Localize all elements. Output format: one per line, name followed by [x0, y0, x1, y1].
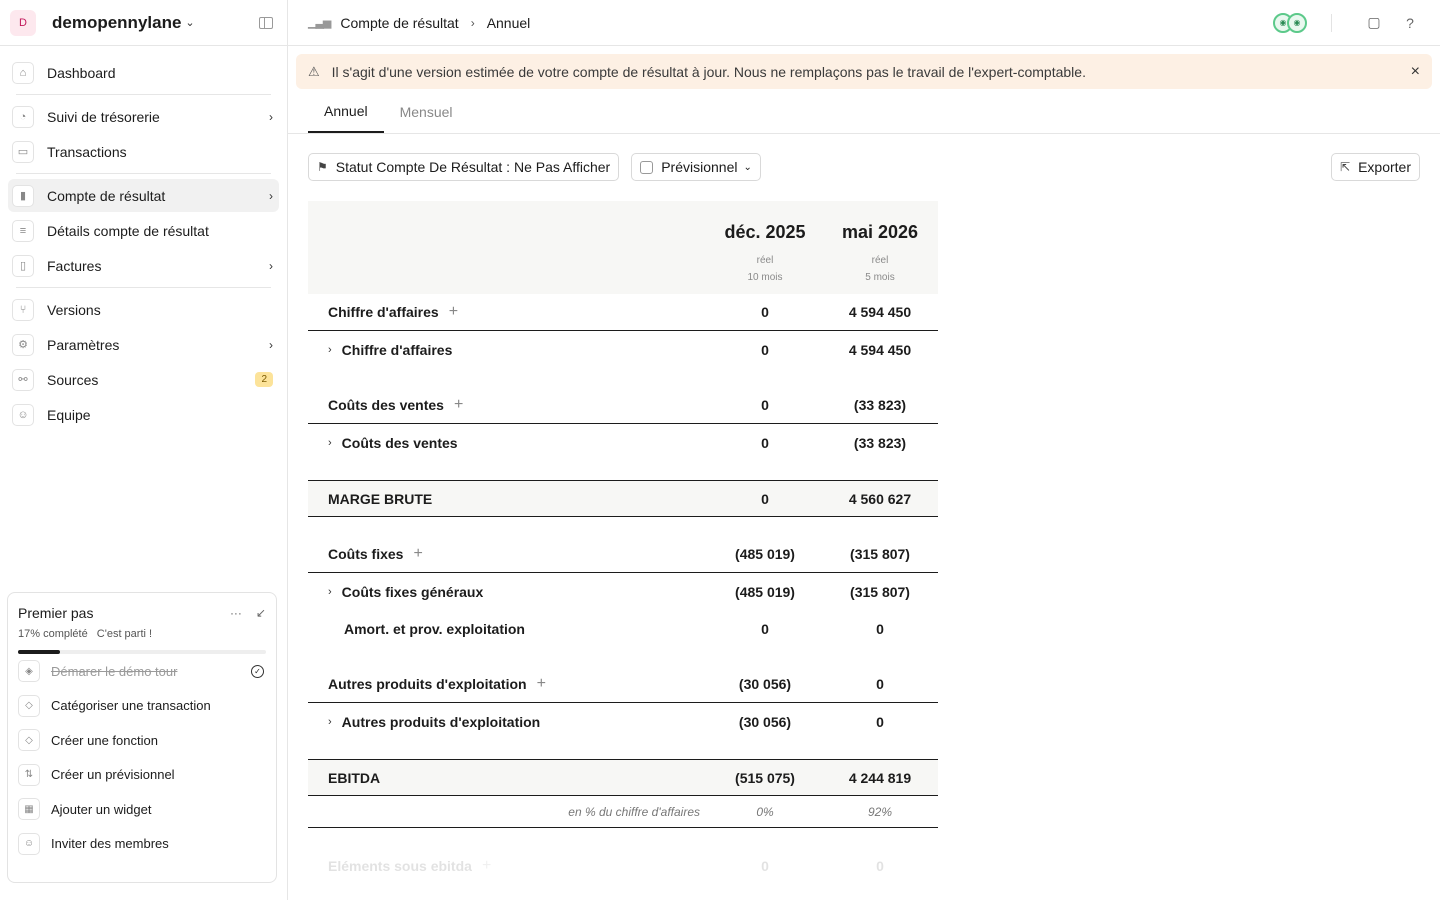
row-label: Eléments sous ebitda [328, 857, 472, 874]
workspace-name: demopennylane [52, 12, 182, 32]
row-label: Coûts fixes [328, 546, 404, 562]
row-label: MARGE BRUTE [328, 490, 433, 507]
chevron-right-icon[interactable]: › [328, 715, 332, 728]
comment-icon[interactable]: ▢ [1367, 14, 1381, 30]
income-statement-table [308, 201, 938, 884]
topbar [288, 0, 1440, 46]
sidebar-item-label: Equipe [47, 406, 91, 423]
forecast-label: Prévisionnel [661, 159, 738, 175]
banner-text: Il s'agit d'une version estimée de votre compte de résultat à jour. Nous ne remplaçons pas le travail de l'expert-comptable. [331, 63, 1086, 80]
status-filter-button[interactable] [308, 153, 619, 181]
card-icon: ▭ [12, 141, 34, 163]
sidebar-item-treasury[interactable] [8, 100, 279, 133]
percent-row [308, 796, 938, 828]
cell-value: 4 244 819 [848, 769, 912, 786]
plus-icon[interactable]: + [453, 396, 464, 413]
cell-value: 0 [761, 857, 769, 874]
step-create-forecast[interactable] [18, 758, 266, 793]
plus-icon[interactable]: + [448, 303, 459, 320]
cell-value: 0 [761, 434, 769, 451]
cell-value: 0 [876, 713, 884, 730]
breadcrumb-page: Annuel [486, 14, 531, 31]
cell-value: (315 807) [850, 546, 910, 562]
sidebar-item-sources[interactable] [8, 363, 279, 396]
cell-value: (33 823) [853, 434, 907, 451]
step-demo-tour[interactable] [18, 654, 266, 689]
chevron-right-icon[interactable]: › [328, 585, 332, 598]
sidebar-item-label: Sources [47, 371, 99, 388]
column-duration: 10 mois [747, 272, 783, 283]
breadcrumb-section[interactable]: Compte de résultat [340, 14, 459, 31]
sidebar-item-income-statement[interactable] [8, 179, 279, 212]
forecast-icon: ⇅ [18, 764, 40, 786]
cell-value: 4 594 450 [848, 304, 912, 320]
divider [16, 287, 271, 288]
table-row[interactable] [308, 294, 938, 331]
cell-value: 0 [761, 397, 769, 413]
column-period: déc. 2025 [724, 222, 806, 242]
sidebar-item-dashboard[interactable] [8, 56, 279, 89]
sidebar-nav [0, 46, 287, 441]
row-label: en % du chiffre d'affaires [568, 804, 700, 819]
treasury-icon: ◔ [12, 106, 34, 128]
row-label: EBITDA [328, 769, 381, 786]
plus-icon[interactable]: + [413, 545, 423, 562]
cell-value: (315 807) [850, 583, 910, 600]
table-row[interactable] [308, 610, 938, 647]
chevron-right-icon: › [269, 258, 273, 273]
progress-text: 17% complété [18, 628, 88, 640]
sidebar-item-transactions[interactable] [8, 135, 279, 168]
row-label: Coûts des ventes [341, 434, 458, 451]
row-label: Autres produits d'exploitation [341, 713, 541, 730]
plug-icon: ⚯ [12, 369, 34, 391]
plus-icon[interactable]: + [536, 675, 546, 692]
cell-value: 0 [876, 857, 884, 874]
cell-value: 0% [756, 804, 774, 819]
flag-icon: ⚑ [317, 160, 328, 174]
info-banner [296, 54, 1432, 89]
tab-monthly[interactable]: Mensuel [399, 103, 453, 120]
forecast-checkbox[interactable] [640, 161, 653, 174]
plus-icon[interactable]: + [481, 856, 492, 874]
table-row[interactable] [308, 387, 938, 424]
row-label: Autres produits d'exploitation [328, 676, 527, 692]
row-label: Coûts des ventes [328, 397, 444, 413]
step-label: Créer un prévisionnel [51, 767, 175, 783]
divider [16, 94, 271, 95]
cell-value: 0 [876, 620, 884, 637]
collaborators[interactable] [1273, 13, 1307, 33]
status-filter-label: Statut Compte De Résultat : Ne Pas Afficher [335, 159, 611, 175]
export-icon: ⇱ [1340, 160, 1351, 174]
chevron-down-icon: ⌄ [743, 161, 752, 173]
row-label: Chiffre d'affaires [341, 341, 453, 358]
column-type: réel [756, 255, 774, 266]
badge-icon: ◈ [18, 660, 40, 682]
sidebar-item-invoices[interactable] [8, 249, 279, 282]
more-icon[interactable]: ··· [229, 606, 242, 620]
tags-icon: ◇ [18, 729, 40, 751]
workspace-switcher[interactable] [0, 0, 287, 46]
step-label: Créer une fonction [51, 732, 158, 748]
sidebar-item-label: Paramètres [47, 336, 120, 353]
cell-value: 4 594 450 [848, 341, 912, 358]
table-row[interactable] [308, 536, 938, 573]
sidebar-item-label: Détails compte de résultat [47, 222, 209, 239]
step-label: Démarer le démo tour [51, 663, 178, 679]
bar-chart-icon: ▮ [12, 185, 34, 207]
step-label: Catégoriser une transaction [51, 698, 211, 714]
chevron-right-icon: › [269, 337, 273, 352]
first-steps-title: Premier pas [18, 605, 94, 621]
sidebar-toggle-icon[interactable] [259, 17, 273, 29]
step-add-widget[interactable] [18, 792, 266, 827]
cell-value: 0 [761, 341, 769, 358]
export-button[interactable] [1331, 153, 1420, 181]
first-steps-panel [7, 592, 277, 883]
widget-icon: ▦ [18, 798, 40, 820]
collapse-icon[interactable]: ↙ [255, 606, 266, 620]
bar-chart-icon: ▁▃▅ [308, 17, 331, 29]
table-row[interactable] [308, 573, 938, 610]
forecast-dropdown[interactable] [631, 153, 761, 181]
step-label: Ajouter un widget [51, 801, 152, 817]
branch-icon: ⑂ [12, 299, 34, 321]
table-row[interactable] [308, 666, 938, 703]
column-type: réel [871, 255, 889, 266]
users-icon: ☺ [18, 833, 40, 855]
divider [16, 173, 271, 174]
cell-value: (30 056) [738, 713, 792, 730]
progress-bar [18, 650, 266, 654]
row-label: Chiffre d'affaires [328, 304, 439, 320]
toolbar [288, 153, 1440, 181]
table-row[interactable] [308, 847, 938, 884]
chevron-right-icon[interactable]: › [328, 343, 332, 356]
chevron-right-icon: › [269, 109, 273, 124]
sidebar-item-label: Versions [47, 301, 101, 318]
sidebar-item-label: Suivi de trésorerie [47, 108, 160, 125]
table-row[interactable] [308, 703, 938, 740]
table-header [308, 201, 938, 294]
cell-value: 0 [761, 490, 769, 507]
cell-value: 0 [876, 676, 884, 692]
start-link[interactable]: C'est parti ! [96, 628, 153, 640]
cell-value: (33 823) [853, 397, 907, 413]
cell-value: (515 075) [735, 769, 795, 786]
chevron-right-icon: › [470, 15, 475, 30]
sidebar-item-income-details[interactable] [8, 214, 279, 247]
row-label: Coûts fixes généraux [341, 583, 484, 600]
total-row[interactable] [308, 759, 938, 796]
row-label: Amort. et prov. exploitation [344, 620, 525, 637]
step-create-function[interactable] [18, 723, 266, 758]
export-label: Exporter [1358, 159, 1411, 175]
tab-bar [288, 90, 1440, 134]
cell-value: 0 [761, 304, 769, 320]
cell-value: 92% [867, 804, 893, 819]
total-row[interactable] [308, 480, 938, 517]
tag-icon: ◇ [18, 695, 40, 717]
warning-icon: ⚠ [308, 63, 320, 79]
home-icon: ⌂ [12, 62, 34, 84]
count-badge: 2 [255, 372, 273, 387]
gear-icon: ⚙ [12, 334, 34, 356]
sidebar-item-label: Factures [47, 257, 102, 274]
table-row[interactable] [308, 331, 938, 368]
sidebar [0, 0, 288, 900]
tab-annual[interactable]: Annuel [308, 90, 384, 133]
list-icon: ≡ [12, 220, 34, 242]
table-row[interactable] [308, 424, 938, 461]
cell-value: 4 560 627 [848, 490, 912, 507]
cell-value: (485 019) [735, 546, 795, 562]
close-icon[interactable]: × [1410, 62, 1420, 80]
cell-value: (485 019) [735, 583, 795, 600]
step-categorize[interactable] [18, 689, 266, 724]
chevron-right-icon[interactable]: › [328, 436, 332, 449]
step-invite-members[interactable] [18, 827, 266, 862]
cell-value: 0 [761, 620, 769, 637]
chevron-right-icon: › [269, 188, 273, 203]
sidebar-item-label: Transactions [47, 143, 127, 160]
sidebar-item-label: Dashboard [47, 64, 116, 81]
sidebar-item-team[interactable] [8, 398, 279, 431]
sidebar-item-label: Compte de résultat [47, 187, 166, 204]
avatar: ◉ [1287, 13, 1307, 33]
column-period: mai 2026 [841, 222, 919, 242]
progress-bar-fill [18, 650, 60, 654]
sidebar-item-versions[interactable] [8, 293, 279, 326]
document-icon: ▯ [12, 255, 34, 277]
sidebar-item-settings[interactable] [8, 328, 279, 361]
divider [1331, 14, 1332, 32]
chevron-down-icon: ⌄ [185, 17, 195, 29]
step-label: Inviter des membres [51, 836, 169, 852]
check-circle-icon: ✓ [251, 665, 264, 678]
main-content [288, 0, 1440, 900]
cell-value: (30 056) [738, 676, 792, 692]
help-icon[interactable]: ? [1406, 14, 1414, 31]
users-icon: ☺ [12, 404, 34, 426]
column-duration: 5 mois [865, 272, 895, 283]
avatar: ◉ [1273, 13, 1293, 33]
workspace-avatar: D [10, 10, 36, 36]
